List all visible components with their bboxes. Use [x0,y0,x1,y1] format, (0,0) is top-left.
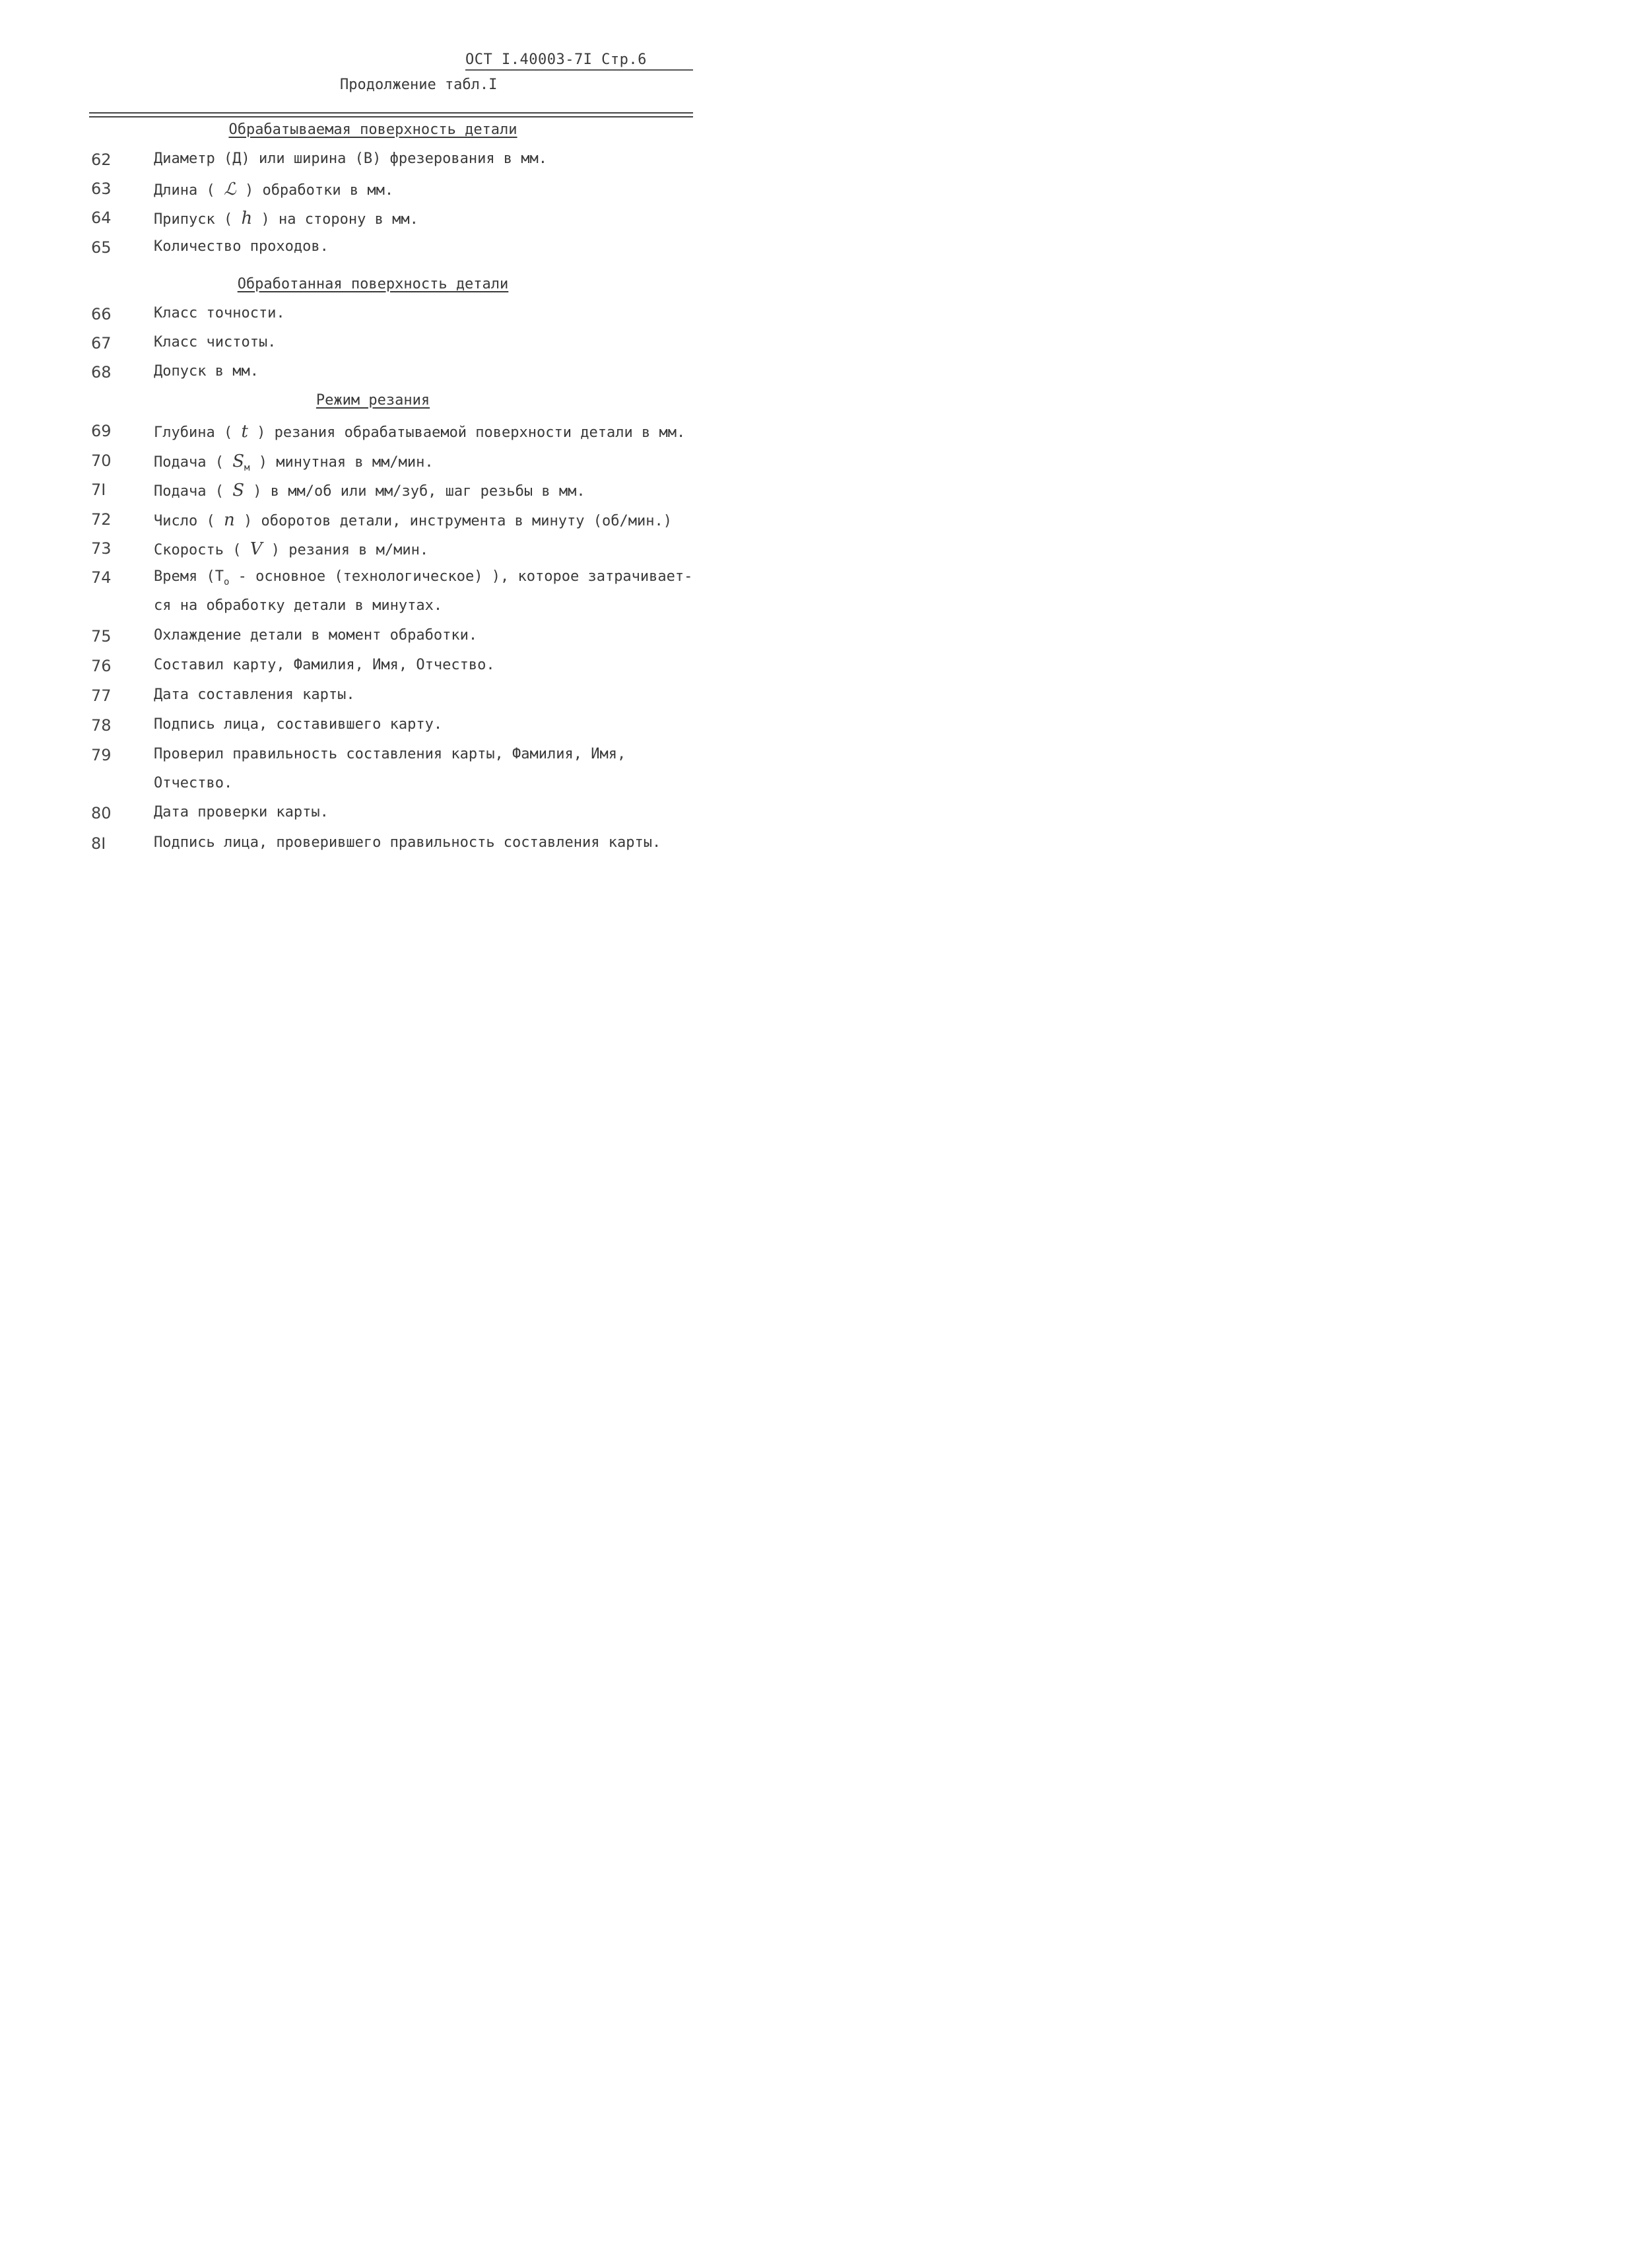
list-item-continuation: Отчество. [154,775,233,791]
table-continuation-label: Продолжение табл.I [340,77,498,93]
table-rule-top [89,112,693,114]
section-title: Режим резания [316,392,430,409]
symbol-length: ℒ [223,180,236,199]
table-rule-bottom [89,116,693,117]
symbol-speed: V [250,539,263,559]
document-code: ОСТ I.40003-7I Стр.6 [465,51,693,71]
symbol-feed: S [232,481,245,500]
list-item-continuation: ся на обработку детали в минутах. [154,597,443,614]
symbol-depth: t [241,422,248,442]
symbol-allowance: h [241,209,253,228]
section-title: Обрабатываемая поверхность детали [228,121,517,138]
symbol-rpm: n [223,510,235,530]
section-title: Обработанная поверхность детали [237,276,509,292]
symbol-feed: S [232,451,245,471]
